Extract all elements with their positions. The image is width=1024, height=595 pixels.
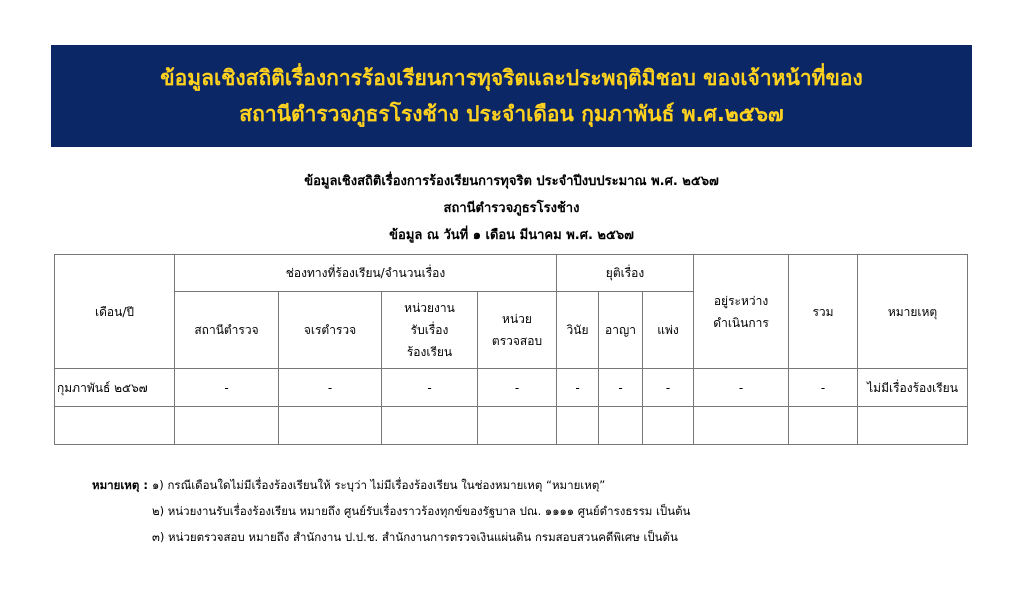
receiving-unit-header	[382, 292, 478, 369]
note-1: ๑) กรณีเดือนใดไม่มีเรื่องร้องเรียนให้ ระบุว่า ไม่มีเรื่องร้องเรียน ในช่องหมายเหตุ “หมายเหตุ”	[152, 478, 606, 492]
civil-header: แพ่ง	[643, 292, 694, 369]
police-header: จเรตำรวจ	[279, 292, 382, 369]
heading-line3: ข้อมูล ณ วันที่ ๑ เดือน มีนาคม พ.ศ. ๒๕๖๗	[389, 228, 634, 243]
banner-title-line2: สถานีตำรวจภูธรโรงช้าง ประจำเดือน กุมภาพันธ์ พ.ศ.๒๕๖๗	[239, 102, 784, 126]
banner-title-line1: ข้อมูลเชิงสถิติเรื่องการร้องเรียนการทุจริตและประพฤติมิชอบ ของเจ้าหน้าที่ของ	[160, 66, 863, 90]
closed-header: ยุติเรื่อง	[557, 255, 694, 292]
cell-police: -	[279, 369, 382, 407]
receiving-unit-l3: ร้องเรียน	[406, 345, 453, 359]
discipline-header: วินัย	[557, 292, 599, 369]
table-heading	[51, 168, 972, 249]
audit-unit-header	[478, 292, 557, 369]
pending-header-l1: อยู่ระหว่าง	[713, 293, 769, 308]
notes-label: หมายเหตุ :	[92, 478, 148, 492]
note-3: ๓) หน่วยตรวจสอบ หมายถึง สำนักงาน ป.ป.ช. สำนักงานการตรวจเงินแผ่นดิน กรมสอบสวนคดีพิเศษ เป็นต้น	[152, 530, 678, 544]
total-header: รวม	[789, 255, 858, 369]
audit-unit-l1: หน่วย	[502, 312, 532, 326]
receiving-unit-l2: รับเรื่อง	[410, 323, 449, 337]
cell-total: -	[789, 369, 858, 407]
channels-header: ช่องทางที่ร้องเรียน/จำนวนเรื่อง	[175, 255, 557, 292]
complaint-stats-table	[54, 254, 968, 445]
cell-remark: ไม่มีเรื่องร้องเรียน	[858, 369, 968, 407]
pending-header-l2: ดำเนินการ	[713, 315, 769, 330]
cell-civil: -	[643, 369, 694, 407]
month-header: เดือน/ปี	[55, 255, 175, 369]
cell-receiving: -	[382, 369, 478, 407]
cell-month: กุมภาพันธ์ ๒๕๖๗	[55, 369, 175, 407]
receiving-unit-l1: หน่วยงาน	[404, 301, 455, 315]
note-2: ๒) หน่วยงานรับเรื่องร้องเรียน หมายถึง ศูนย์รับเรื่องราวร้องทุกข์ของรัฐบาล ปณ. ๑๑๑๑ ศูนย์ดำรงธรรม เป็นต้น	[152, 504, 691, 518]
heading-line2: สถานีตำรวจภูธรโรงช้าง	[443, 201, 580, 216]
heading-line1: ข้อมูลเชิงสถิติเรื่องการร้องเรียนการทุจริต ประจำปีงบประมาณ พ.ศ. ๒๕๖๗	[304, 174, 719, 189]
table-row-empty	[55, 407, 968, 445]
audit-unit-l2: ตรวจสอบ	[491, 334, 543, 348]
cell-discipline: -	[557, 369, 599, 407]
table-row	[55, 369, 968, 407]
cell-pending: -	[694, 369, 789, 407]
remark-header: หมายเหตุ	[858, 255, 968, 369]
cell-audit: -	[478, 369, 557, 407]
station-header: สถานีตำรวจ	[175, 292, 279, 369]
pending-header	[694, 255, 789, 369]
title-banner	[51, 45, 972, 147]
cell-criminal: -	[599, 369, 643, 407]
notes	[92, 472, 690, 550]
criminal-header: อาญา	[599, 292, 643, 369]
cell-station: -	[175, 369, 279, 407]
